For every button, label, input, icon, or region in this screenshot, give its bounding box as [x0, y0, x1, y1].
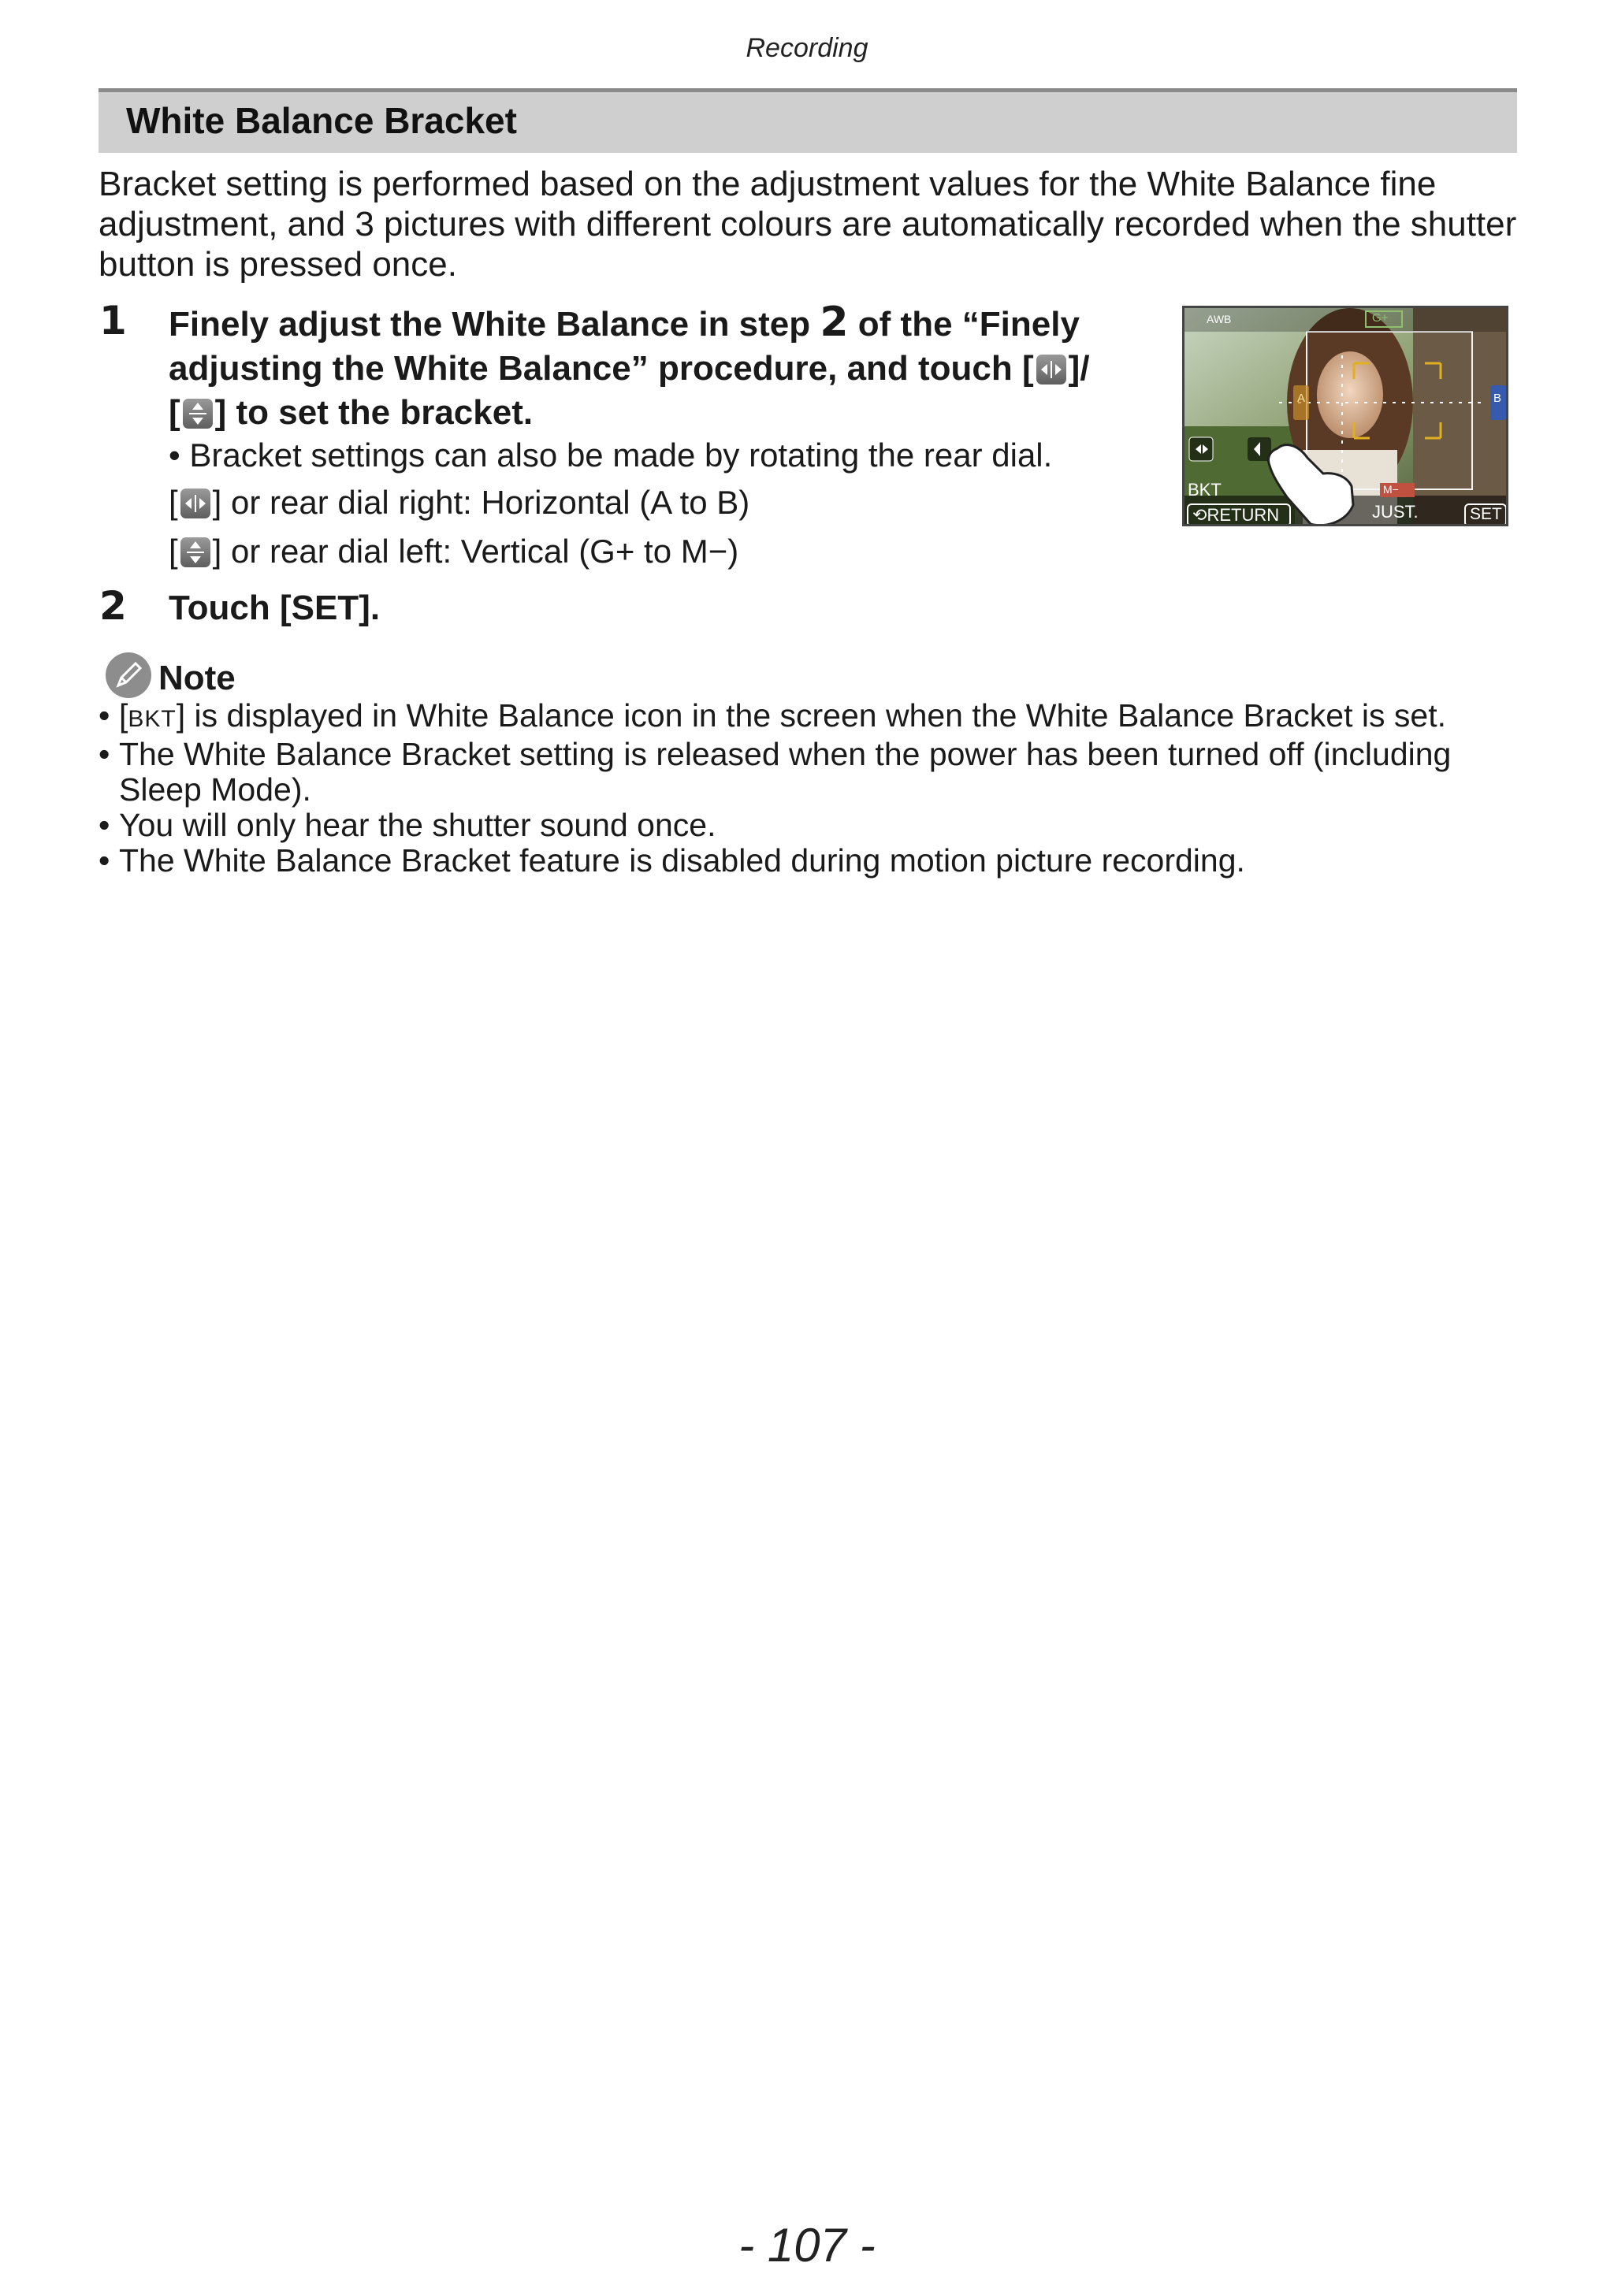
vertical-arrows-icon: [183, 399, 213, 429]
bkt-label: BKT: [1188, 480, 1222, 500]
step-1-line-2: [169, 347, 1146, 391]
m-minus-label: M−: [1383, 483, 1399, 496]
adjust-label: JUST.: [1372, 502, 1419, 522]
sub-h-text-a: [: [169, 484, 178, 521]
return-label: RETURN: [1207, 505, 1280, 525]
step-2-number: 2: [99, 583, 127, 629]
note-1-text: ] is displayed in White Balance icon in the screen when the White Balance Bracket is set.: [176, 697, 1446, 734]
note-2-text: The White Balance Bracket setting is released when the power has been turned off (including Sleep Mode).: [119, 736, 1452, 808]
awb-label: AWB: [1207, 313, 1232, 325]
section-title: White Balance Bracket: [126, 100, 517, 141]
sub-v-text-a: [: [169, 533, 178, 570]
note-4-text: The White Balance Bracket feature is disabled during motion picture recording.: [119, 842, 1245, 879]
note-list: [99, 698, 1533, 879]
horizontal-arrows-icon: [1036, 355, 1066, 385]
step-ref-number: 2: [820, 299, 849, 346]
step-1-bullet: [169, 436, 1162, 475]
note-1-prefix: [: [119, 697, 128, 734]
step-1-line-1: [169, 300, 1146, 347]
set-button[interactable]: SET: [1470, 505, 1502, 523]
bkt-icon: BKT: [128, 706, 177, 732]
a-label: A: [1297, 392, 1306, 405]
intro-paragraph: Bracket setting is performed based on the adjustment values for the White Balance fine adjustment, and 3 pictures with different colours are automatically recorded when the shutter button is pressed once.: [99, 165, 1517, 284]
note-item: [99, 843, 1533, 879]
step-1-number: 1: [99, 298, 127, 344]
bullet-dot: •: [99, 697, 110, 734]
bullet-dot: •: [99, 842, 110, 879]
sub-h-text-b: ] or rear dial right: Horizontal (A to B): [212, 484, 750, 521]
return-button[interactable]: ⟲RETURN: [1192, 505, 1280, 525]
bullet-dot: •: [99, 736, 110, 772]
note-item: [99, 737, 1533, 808]
page-number: - 107 -: [738, 2219, 876, 2272]
pencil-note-icon: [104, 651, 153, 700]
sub-v-text-b: ] or rear dial left: Vertical (G+ to M−): [212, 533, 739, 570]
vertical-arrows-icon: [180, 537, 210, 567]
step-2-instruction: Touch [SET].: [169, 589, 381, 627]
step-1-sub-horizontal: [169, 483, 1162, 522]
step-1-line-3: [169, 391, 1146, 435]
running-header: Recording: [746, 33, 868, 63]
step-1-text-c: adjusting the White Balance” procedure, and touch [: [169, 349, 1034, 388]
camera-screen-illustration: [1182, 306, 1508, 526]
bullet-dot: •: [99, 807, 110, 843]
horizontal-arrows-icon: [180, 489, 210, 518]
bullet-dot: •: [169, 437, 190, 474]
step-1-bullet-text: Bracket settings can also be made by rotating the rear dial.: [189, 437, 1053, 474]
step-1-text-a: Finely adjust the White Balance in step: [169, 305, 820, 344]
step-1-text-f: ] to set the bracket.: [214, 393, 534, 432]
note-label: Note: [158, 659, 236, 697]
step-1-instruction: [169, 300, 1146, 435]
b-label: B: [1493, 392, 1502, 405]
step-1-text-e: [: [169, 393, 180, 432]
step-1-text-b: of the “Finely: [848, 305, 1080, 344]
note-item: [99, 808, 1533, 843]
note-3-text: You will only hear the shutter sound once.: [119, 807, 716, 843]
g-plus-label: G+: [1372, 311, 1389, 325]
note-item: [99, 698, 1533, 737]
step-1-sub-vertical: [169, 532, 1162, 571]
step-1-text-d: ]/: [1068, 349, 1090, 388]
camera-screen-scene: [1184, 308, 1508, 526]
